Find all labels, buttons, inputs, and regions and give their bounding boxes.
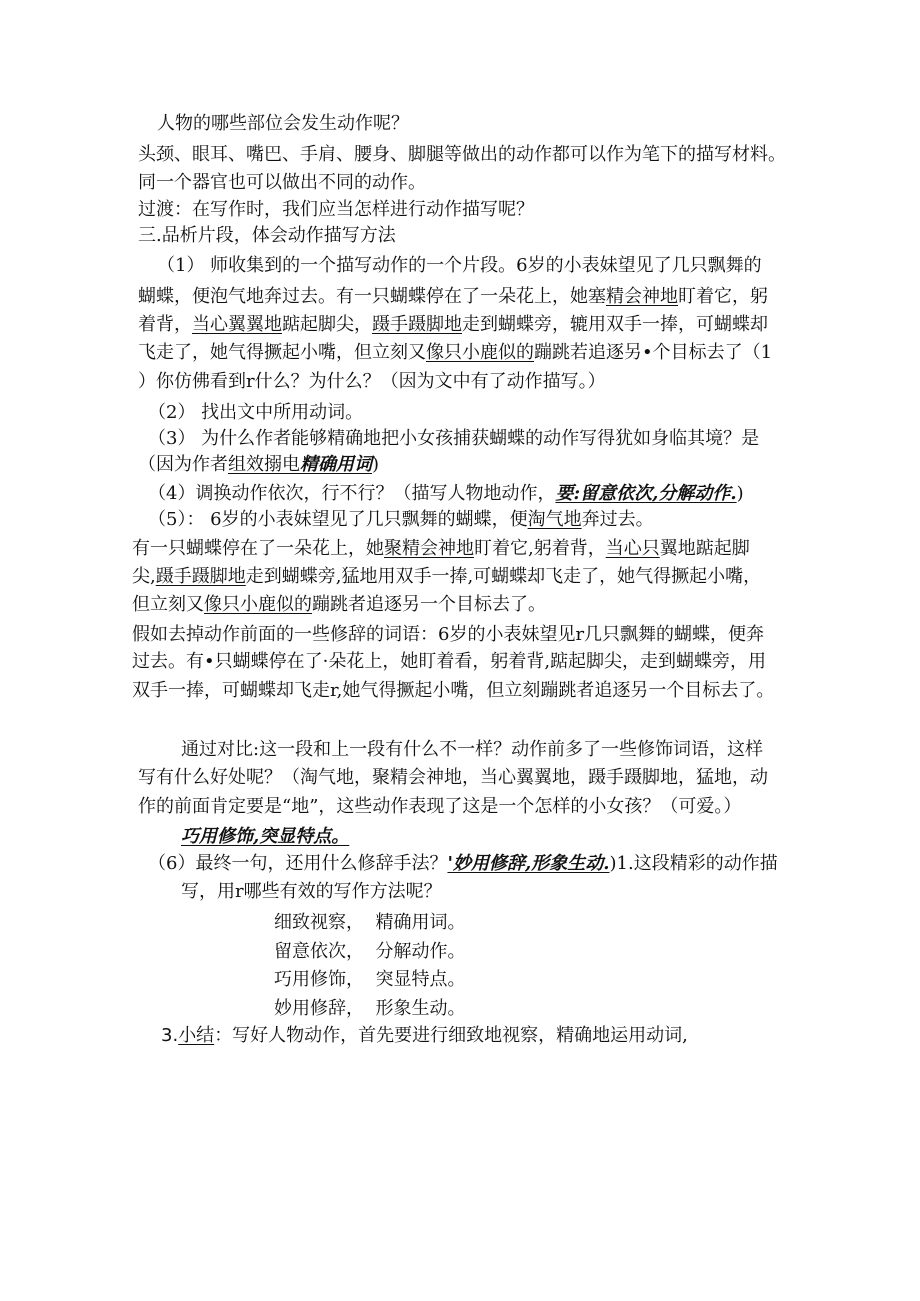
line-same-organ — [138, 169, 426, 197]
text-segment: 细致视察， 精确用词。 — [274, 912, 466, 933]
section-heading — [138, 222, 396, 250]
p1-line-3 — [138, 311, 768, 339]
answer-phrase: '妙用修辞,形象生动. — [447, 853, 610, 874]
question-2 — [148, 399, 363, 427]
plain-version-line-3 — [132, 677, 774, 705]
technique-tip — [181, 823, 349, 851]
comparison-line-2 — [138, 764, 768, 792]
text-segment: 蹦跳若追逐另•个目标去了（1 — [534, 342, 773, 363]
text-segment: 走到蝴蝶旁，辘用双手一捧，可蝴蝶却 — [462, 314, 768, 335]
text-segment: （2） 找出文中所用动词。 — [148, 402, 364, 423]
text-segment: （3） 为什么作者能够精确地把小女孩捕获蝴蝶的动作写得犹如身临其境？是 — [148, 428, 760, 449]
text-segment: 妙用修辞， 形象生动。 — [274, 998, 466, 1019]
text-segment: （因为作者 — [138, 454, 228, 475]
p1-line-4 — [138, 339, 772, 367]
p1-line-5 — [138, 368, 606, 396]
plain-version-line-2 — [132, 648, 766, 676]
text-segment: 但立刻又 — [132, 594, 204, 615]
answer-phrase: 精确用词 — [300, 454, 372, 475]
text-segment: 着背， — [138, 314, 192, 335]
p1-line-2 — [138, 283, 768, 311]
underlined-phrase: 小结 — [178, 1025, 215, 1046]
line-body-parts — [138, 141, 786, 169]
summary-line — [161, 1022, 688, 1050]
text-segment: )1.这段精彩的动作描 — [609, 853, 778, 874]
underlined-phrase: 蹑手蹑脚地 — [372, 314, 462, 335]
text-segment: 三.品析片段，体会动作描写方法 — [138, 225, 396, 246]
text-segment: 写，用r哪些有效的写作方法呢？ — [181, 881, 442, 902]
answer-phrase: 要:留意依次,分解动作. — [555, 483, 737, 504]
text-segment: 同一个器官也可以做出不同的动作。 — [138, 172, 426, 193]
text-segment: 奔过去。 — [581, 509, 654, 530]
method-item — [274, 938, 465, 966]
underlined-phrase: 组效搦电 — [228, 454, 300, 475]
question-3-line-1 — [148, 425, 759, 453]
question-5-line-4 — [132, 591, 546, 619]
comparison-line-1 — [181, 736, 763, 764]
question-5-line-1 — [148, 506, 654, 534]
text-segment: 留意依次， 分解动作。 — [274, 941, 466, 962]
text-segment: ) — [372, 454, 380, 475]
text-segment: 人物的哪些部位会发生动作呢？ — [157, 113, 409, 134]
underlined-phrase: 像只小鹿似的 — [426, 342, 534, 363]
text-segment: 走到蝴蝶旁,猛地用双手一捧,可蝴蝶却飞走了，她气得撅起小嘴， — [245, 566, 762, 587]
underlined-phrase: 像只小鹿似的 — [204, 594, 312, 615]
text-segment: ) — [736, 483, 744, 504]
text-segment: （4）调换动作依次，行不行？（描写人物地动作， — [148, 483, 556, 504]
text-segment: 盯着它,躬着背， — [474, 538, 606, 559]
underlined-phrase: 淘气地 — [527, 509, 582, 530]
text-segment: 过渡：在写作时，我们应当怎样进行动作描写呢？ — [138, 199, 534, 220]
underlined-phrase: 当心只 — [605, 538, 660, 559]
text-segment: （1） 师收集到的一个描写动作的一个片段。6岁的小表妹望见了几只飘舞的 — [157, 255, 762, 276]
line-question — [157, 110, 409, 138]
text-segment: 有一只蝴蝶停在了一朵花上，她 — [132, 538, 384, 559]
text-segment: 蹦跳者追逐另一个目标去了。 — [312, 594, 546, 615]
text-segment: 尖, — [132, 566, 156, 587]
underlined-phrase: 蹑手蹑脚地 — [155, 566, 246, 587]
text-segment: 假如去掉动作前面的一些修辞的词语：6岁的小表妹望见r几只飘舞的蝴蝶，便奔 — [132, 624, 765, 645]
text-segment: 写有什么好处呢？（淘气地，聚精会神地，当心翼翼地，蹑手蹑脚地，猛地，动 — [138, 767, 768, 788]
underlined-phrase: 聚精会神地 — [384, 538, 474, 559]
line-transition — [138, 196, 534, 224]
question-5-line-2 — [132, 535, 750, 563]
question-6-line-1 — [148, 850, 778, 878]
question-4 — [148, 480, 744, 508]
text-segment: 作的前面肯定要是“地”，这些动作表现了这是一个怎样的小女孩？（可爱。） — [138, 796, 742, 817]
question-3-line-2 — [138, 451, 379, 479]
text-segment: ：写好人物动作，首先要进行细致地视察，精确地运用动词, — [214, 1025, 688, 1046]
text-segment: 过去。有•只蝴蝶停在了·朵花上，她盯着看，躬着背,踮起脚尖，走到蝴蝶旁，用 — [132, 651, 767, 672]
question-6-line-2 — [181, 878, 442, 906]
text-segment: 巧用修饰， 突显特点。 — [274, 969, 466, 990]
comparison-line-3 — [138, 793, 741, 821]
answer-phrase: 巧用修饰,突显特点。 — [181, 826, 350, 847]
text-segment: 蝴蝶，便泡气地奔过去。有一只蝴蝶停在了一朵花上，她塞 — [138, 286, 606, 307]
text-segment: 双手一捧，可蝴蝶却飞走r,她气得撅起小嘴，但立刻蹦跳者追逐另一个目标去了。 — [132, 680, 775, 701]
text-segment: 头颈、眼耳、嘴巴、手肩、腰身、脚腿等做出的动作都可以作为笔下的描写材料。 — [138, 144, 786, 165]
text-segment: 踮起脚尖， — [282, 314, 372, 335]
method-item — [274, 995, 465, 1023]
underlined-phrase: 精会神地 — [606, 286, 678, 307]
method-item — [274, 909, 465, 937]
p1-line-1 — [157, 252, 762, 280]
text-segment: （6）最终一句，还用什么修辞手法？ — [148, 853, 448, 874]
text-segment: （5）： 6岁的小表妹望见了几只飘舞的蝴蝶，便 — [148, 509, 528, 530]
text-segment: 飞走了，她气得撅起小嘴，但立刻又 — [138, 342, 426, 363]
text-segment: 通过对比:这一段和上一段有什么不一样？动作前多了一些修饰词语，这样 — [181, 739, 764, 760]
plain-version-line-1 — [132, 621, 764, 649]
text-segment: ）你仿佛看到r什么？为什么？（因为文中有了动作描写。） — [138, 371, 606, 392]
text-segment: 翼地踮起脚 — [659, 538, 750, 559]
question-5-line-3 — [132, 563, 761, 591]
method-item — [274, 966, 465, 994]
text-segment: 3. — [161, 1025, 179, 1046]
text-segment: 盯着它，躬 — [678, 286, 768, 307]
underlined-phrase: 当心翼翼地 — [192, 314, 282, 335]
